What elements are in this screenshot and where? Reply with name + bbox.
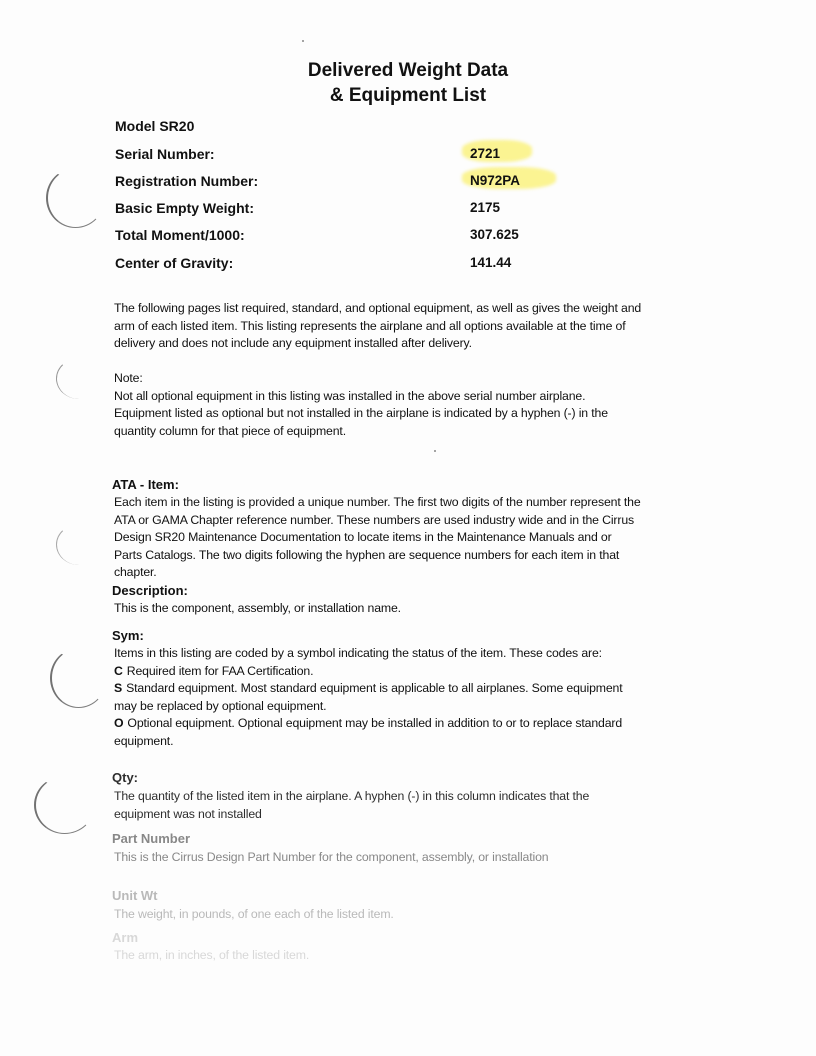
note-line: Not all optional equipment in this listing was installed in the above serial number airplane. bbox=[114, 388, 586, 403]
field-value-total-moment: 307.625 bbox=[470, 227, 519, 242]
note-heading: Note: bbox=[114, 371, 143, 385]
intro-line: delivery and does not include any equipment installed after delivery. bbox=[114, 336, 472, 350]
field-label-empty-weight: Basic Empty Weight: bbox=[115, 200, 254, 216]
intro-paragraph bbox=[114, 300, 734, 353]
binder-hole-mark bbox=[50, 648, 107, 708]
unit-wt-heading: Unit Wt bbox=[112, 888, 158, 903]
binder-hole-mark bbox=[56, 524, 102, 565]
sym-code: S bbox=[114, 681, 123, 695]
ata-line: Design SR20 Maintenance Documentation to locate items in the Maintenance Manuals and or bbox=[114, 530, 612, 544]
field-value-registration: N972PA bbox=[470, 173, 521, 188]
sym-item-s bbox=[114, 680, 734, 698]
field-value-empty-weight: 2175 bbox=[470, 200, 501, 215]
ata-line: chapter. bbox=[114, 565, 157, 579]
scan-speck bbox=[302, 40, 304, 42]
part-number-heading: Part Number bbox=[112, 831, 191, 846]
description-text: This is the component, assembly, or installation name. bbox=[114, 601, 401, 615]
field-label-registration: Registration Number: bbox=[115, 173, 259, 189]
sym-desc: Standard equipment. Most standard equipment is applicable to all airplanes. Some equipment bbox=[126, 681, 623, 695]
sym-desc-continued: equipment. bbox=[114, 733, 174, 748]
sym-code: C bbox=[114, 663, 123, 678]
description-heading: Description: bbox=[112, 583, 188, 598]
sym-desc: Optional equipment. Optional equipment may be installed in addition to or to replace standard bbox=[127, 716, 623, 730]
ata-line: ATA or GAMA Chapter reference number. These numbers are used industry wide and in the Cirrus bbox=[114, 512, 635, 527]
model-label: Model SR20 bbox=[115, 118, 195, 134]
sym-intro: Items in this listing are coded by a symbol indicating the status of the item. These codes are: bbox=[114, 646, 602, 660]
binder-hole-mark bbox=[34, 776, 95, 834]
qty-line: The quantity of the listed item in the airplane. A hyphen (-) in this column indicates that the bbox=[114, 789, 590, 803]
sym-item-o bbox=[114, 715, 734, 733]
sym-desc-continued: may be replaced by optional equipment. bbox=[114, 698, 327, 713]
field-label-cg: Center of Gravity: bbox=[115, 255, 234, 271]
qty-heading: Qty: bbox=[112, 770, 138, 785]
part-number-text: This is the Cirrus Design Part Number for the component, assembly, or installation bbox=[114, 850, 549, 864]
ata-line: Parts Catalogs. The two digits following the hyphen are sequence numbers for each item in that bbox=[114, 547, 620, 562]
intro-line: arm of each listed item. This listing represents the airplane and all options available at the time of bbox=[114, 318, 626, 333]
field-value-cg: 141.44 bbox=[470, 255, 512, 270]
sym-desc: Required item for FAA Certification. bbox=[126, 663, 314, 678]
sym-item-c bbox=[114, 663, 734, 681]
intro-line: The following pages list required, standard, and optional equipment, as well as gives the weight and bbox=[114, 301, 642, 315]
scan-speck bbox=[434, 450, 436, 452]
field-label-serial: Serial Number: bbox=[115, 146, 215, 162]
sym-block bbox=[114, 645, 734, 750]
binder-hole-mark bbox=[56, 358, 102, 399]
field-label-total-moment: Total Moment/1000: bbox=[115, 227, 245, 243]
binder-hole-mark bbox=[46, 168, 105, 228]
sym-code: O bbox=[114, 716, 124, 730]
qty-paragraph bbox=[114, 788, 734, 823]
document-title-line1: Delivered Weight Data bbox=[307, 60, 509, 81]
ata-heading: ATA - Item: bbox=[112, 477, 179, 492]
qty-line: equipment was not installed bbox=[114, 806, 262, 821]
unit-wt-text: The weight, in pounds, of one each of the listed item. bbox=[114, 907, 394, 921]
note-block bbox=[114, 370, 734, 440]
ata-line: Each item in the listing is provided a unique number. The first two digits of the number represent the bbox=[114, 495, 641, 509]
ata-paragraph bbox=[114, 494, 734, 582]
sym-heading: Sym: bbox=[112, 628, 144, 643]
arm-heading: Arm bbox=[112, 930, 139, 945]
note-line: Equipment listed as optional but not installed in the airplane is indicated by a hyphen (-) in the bbox=[114, 406, 608, 420]
arm-text: The arm, in inches, of the listed item. bbox=[114, 948, 310, 962]
document-title-line2: & Equipment List bbox=[329, 85, 487, 106]
field-value-serial: 2721 bbox=[470, 146, 501, 161]
note-line: quantity column for that piece of equipment. bbox=[114, 423, 346, 438]
